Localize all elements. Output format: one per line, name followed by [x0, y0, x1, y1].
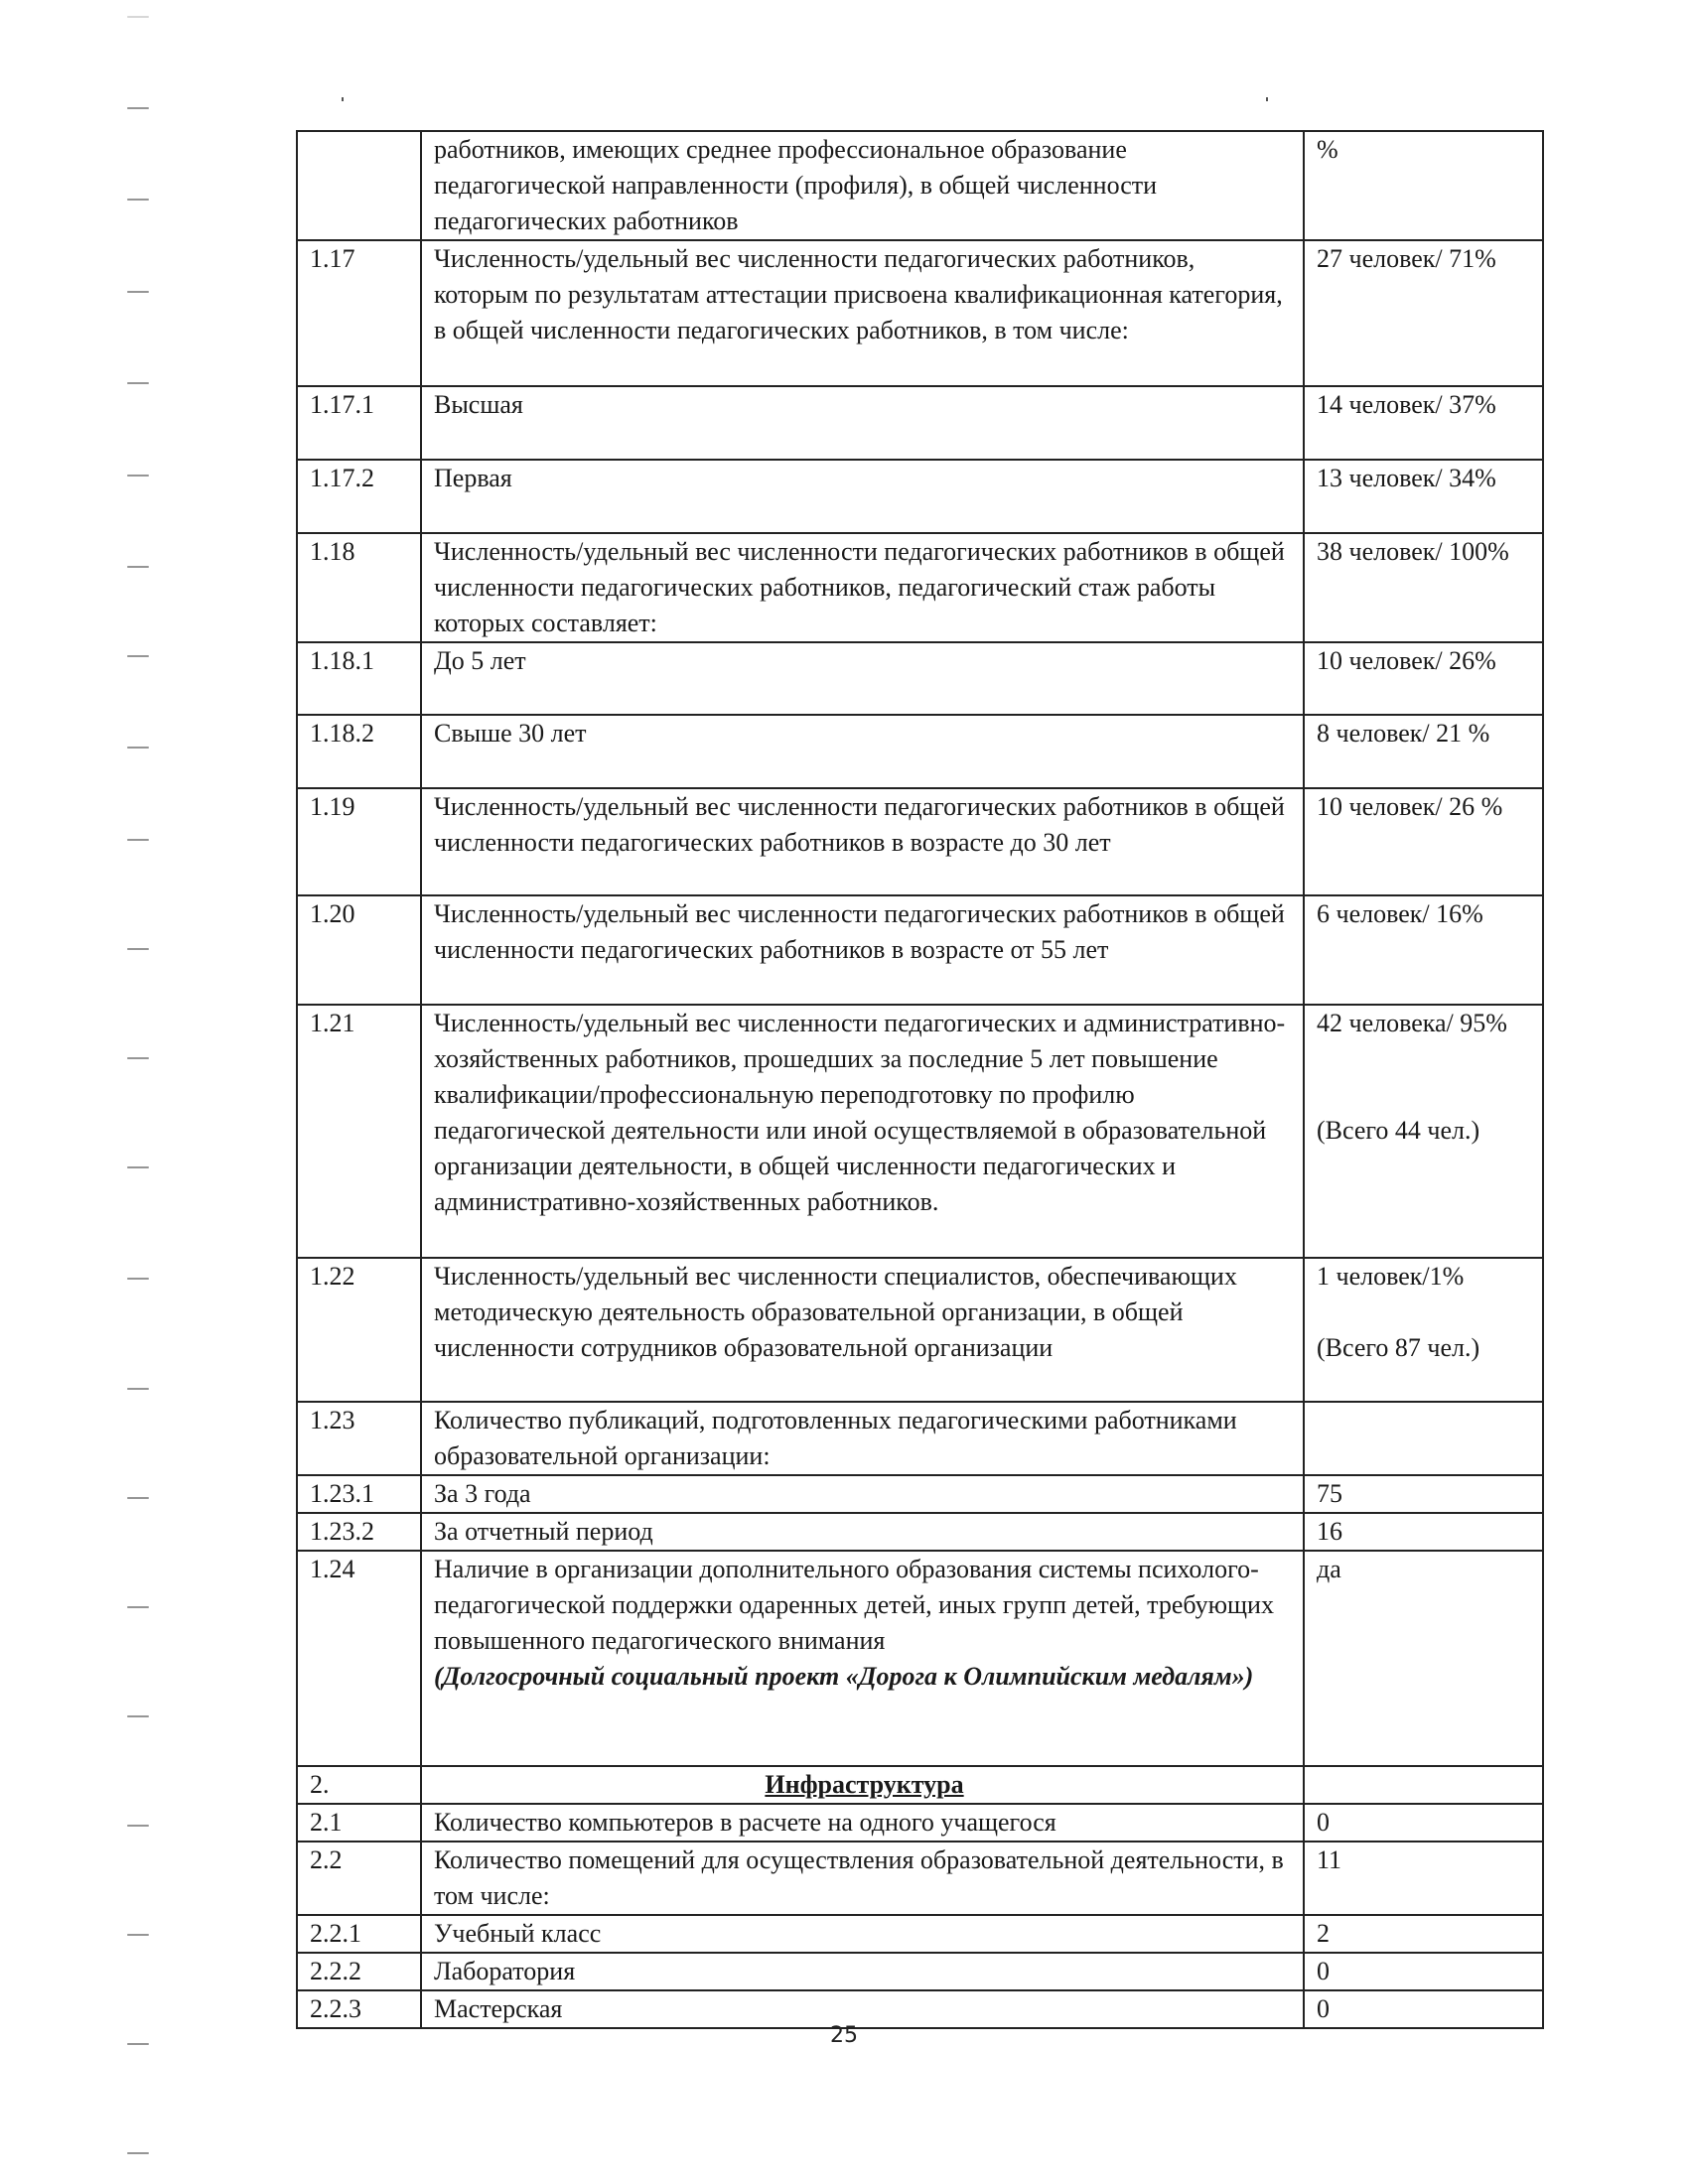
row-value: 11 [1304, 1842, 1543, 1915]
scan-mark [127, 1715, 149, 1717]
table-row [297, 1915, 1543, 1953]
row-number: 1.23.1 [297, 1475, 421, 1513]
scan-mark [127, 199, 149, 201]
project-note: (Долгосрочный социальный проект «Дорога к Олимпийским медалям») [434, 1662, 1254, 1691]
row-description: Количество компьютеров в расчете на одного учащегося [421, 1804, 1304, 1842]
row-number: 1.20 [297, 895, 421, 1005]
row-value: 38 человек/ 100% [1304, 533, 1543, 642]
table-row [297, 642, 1543, 715]
row-number: 1.17 [297, 240, 421, 386]
row-description: Численность/удельный вес численности педагогических и административно-хозяйственных работников, прошедших за последние 5 лет повышение квалификации/профессиональную переподготовку по профилю педагогической деятельности или иной осуществляемой в образовательной организации деятельности, в общей численности педагогических и административно-хозяйственных работников. [421, 1005, 1304, 1258]
scan-mark [127, 1606, 149, 1608]
row-number: 2.2.1 [297, 1915, 421, 1953]
row-value: 42 человека/ 95% [1317, 1009, 1507, 1037]
scan-mark [127, 1166, 149, 1168]
row-value: 10 человек/ 26 % [1304, 788, 1543, 895]
scan-mark [127, 291, 149, 293]
scan-mark [127, 107, 149, 109]
row-number: 1.18.2 [297, 715, 421, 788]
table-row [297, 131, 1543, 240]
row-value-note: (Всего 44 чел.) [1317, 1116, 1480, 1145]
row-number: 1.17.1 [297, 386, 421, 460]
row-number: 1.23 [297, 1402, 421, 1475]
row-description: За отчетный период [421, 1513, 1304, 1551]
scan-speck [342, 97, 344, 101]
table-row [297, 715, 1543, 788]
scan-speck [1266, 97, 1268, 101]
table-row [297, 1551, 1543, 1766]
row-value [1304, 1766, 1543, 1804]
scan-mark [127, 1278, 149, 1280]
row-number: 1.21 [297, 1005, 421, 1258]
table-row [297, 788, 1543, 895]
row-value: 1 человек/1% [1317, 1262, 1465, 1291]
row-description: Высшая [421, 386, 1304, 460]
row-description: Мастерская [421, 1990, 1304, 2028]
row-value: 8 человек/ 21 % [1304, 715, 1543, 788]
row-description: Количество помещений для осуществления образовательной деятельности, в том числе: [421, 1842, 1304, 1915]
row-value-cell [1304, 1005, 1543, 1258]
indicators-table [296, 130, 1544, 2029]
row-number: 2. [297, 1766, 421, 1804]
row-number: 2.2 [297, 1842, 421, 1915]
table-row [297, 1402, 1543, 1475]
row-number: 1.23.2 [297, 1513, 421, 1551]
scan-mark [127, 475, 149, 477]
row-description: работников, имеющих среднее профессиональное образование педагогической направленности (профиля), в общей численности педагогических работников [421, 131, 1304, 240]
scan-mark [127, 16, 149, 18]
row-number: 1.18 [297, 533, 421, 642]
row-value: 6 человек/ 16% [1304, 895, 1543, 1005]
row-value: 0 [1304, 1804, 1543, 1842]
scan-mark [127, 1825, 149, 1827]
row-description: Наличие в организации дополнительного образования системы психолого-педагогической поддержки одаренных детей, иных групп детей, требующих повышенного педагогического внимания [434, 1555, 1274, 1655]
row-value-note: (Всего 87 чел.) [1317, 1333, 1480, 1362]
row-value: 0 [1304, 1953, 1543, 1990]
scan-mark [127, 655, 149, 657]
scan-binding-marks [127, 0, 151, 2184]
row-description: За 3 года [421, 1475, 1304, 1513]
table-row [297, 1804, 1543, 1842]
table-row [297, 895, 1543, 1005]
table-row [297, 240, 1543, 386]
table-row [297, 533, 1543, 642]
row-description: Численность/удельный вес численности педагогических работников в общей численности педагогических работников в возрасте от 55 лет [421, 895, 1304, 1005]
row-value: да [1304, 1551, 1543, 1766]
row-value: 0 [1304, 1990, 1543, 2028]
scan-mark [127, 1388, 149, 1390]
row-description: Численность/удельный вес численности педагогических работников в общей численности педагогических работников, педагогический стаж работы которых составляет: [421, 533, 1304, 642]
row-number: 2.1 [297, 1804, 421, 1842]
table-row [297, 1258, 1543, 1402]
table-row [297, 460, 1543, 533]
row-value: 75 [1304, 1475, 1543, 1513]
table-row [297, 386, 1543, 460]
row-value [1304, 1402, 1543, 1475]
row-number: 2.2.2 [297, 1953, 421, 1990]
scan-mark [127, 382, 149, 384]
page-number: 25 [830, 2023, 858, 2048]
scan-mark [127, 1057, 149, 1059]
table-row [297, 1475, 1543, 1513]
row-description-cell [421, 1551, 1304, 1766]
row-number: 1.18.1 [297, 642, 421, 715]
table-row [297, 1005, 1543, 1258]
row-description: Численность/удельный вес численности педагогических работников, которым по результатам аттестации присвоена квалификационная категория, в общей численности педагогических работников, в том числе: [421, 240, 1304, 386]
scan-mark [127, 1497, 149, 1499]
row-number [297, 131, 421, 240]
section-header-row [297, 1766, 1543, 1804]
row-number: 1.24 [297, 1551, 421, 1766]
scan-mark [127, 839, 149, 841]
scan-mark [127, 948, 149, 950]
row-number: 2.2.3 [297, 1990, 421, 2028]
scan-mark [127, 566, 149, 568]
row-number: 1.22 [297, 1258, 421, 1402]
row-value: 16 [1304, 1513, 1543, 1551]
row-description: Численность/удельный вес численности специалистов, обеспечивающих методическую деятельность образовательной организации, в общей численности сотрудников образовательной организации [421, 1258, 1304, 1402]
row-value: 14 человек/ 37% [1304, 386, 1543, 460]
row-description: Численность/удельный вес численности педагогических работников в общей численности педагогических работников в возрасте до 30 лет [421, 788, 1304, 895]
row-value-cell [1304, 1258, 1543, 1402]
table-row [297, 1842, 1543, 1915]
row-description: До 5 лет [421, 642, 1304, 715]
row-value: 10 человек/ 26% [1304, 642, 1543, 715]
table-row [297, 1953, 1543, 1990]
row-value: 2 [1304, 1915, 1543, 1953]
section-title: Инфраструктура [421, 1766, 1304, 1804]
row-value: 13 человек/ 34% [1304, 460, 1543, 533]
scan-mark [127, 1934, 149, 1936]
row-number: 1.19 [297, 788, 421, 895]
scan-mark [127, 747, 149, 749]
row-description: Учебный класс [421, 1915, 1304, 1953]
row-description: Свыше 30 лет [421, 715, 1304, 788]
row-description: Количество публикаций, подготовленных педагогическими работниками образовательной организации: [421, 1402, 1304, 1475]
row-description: Лаборатория [421, 1953, 1304, 1990]
row-number: 1.17.2 [297, 460, 421, 533]
row-value: % [1304, 131, 1543, 240]
table-row [297, 1513, 1543, 1551]
row-description: Первая [421, 460, 1304, 533]
row-value: 27 человек/ 71% [1304, 240, 1543, 386]
scan-mark [127, 2152, 149, 2154]
